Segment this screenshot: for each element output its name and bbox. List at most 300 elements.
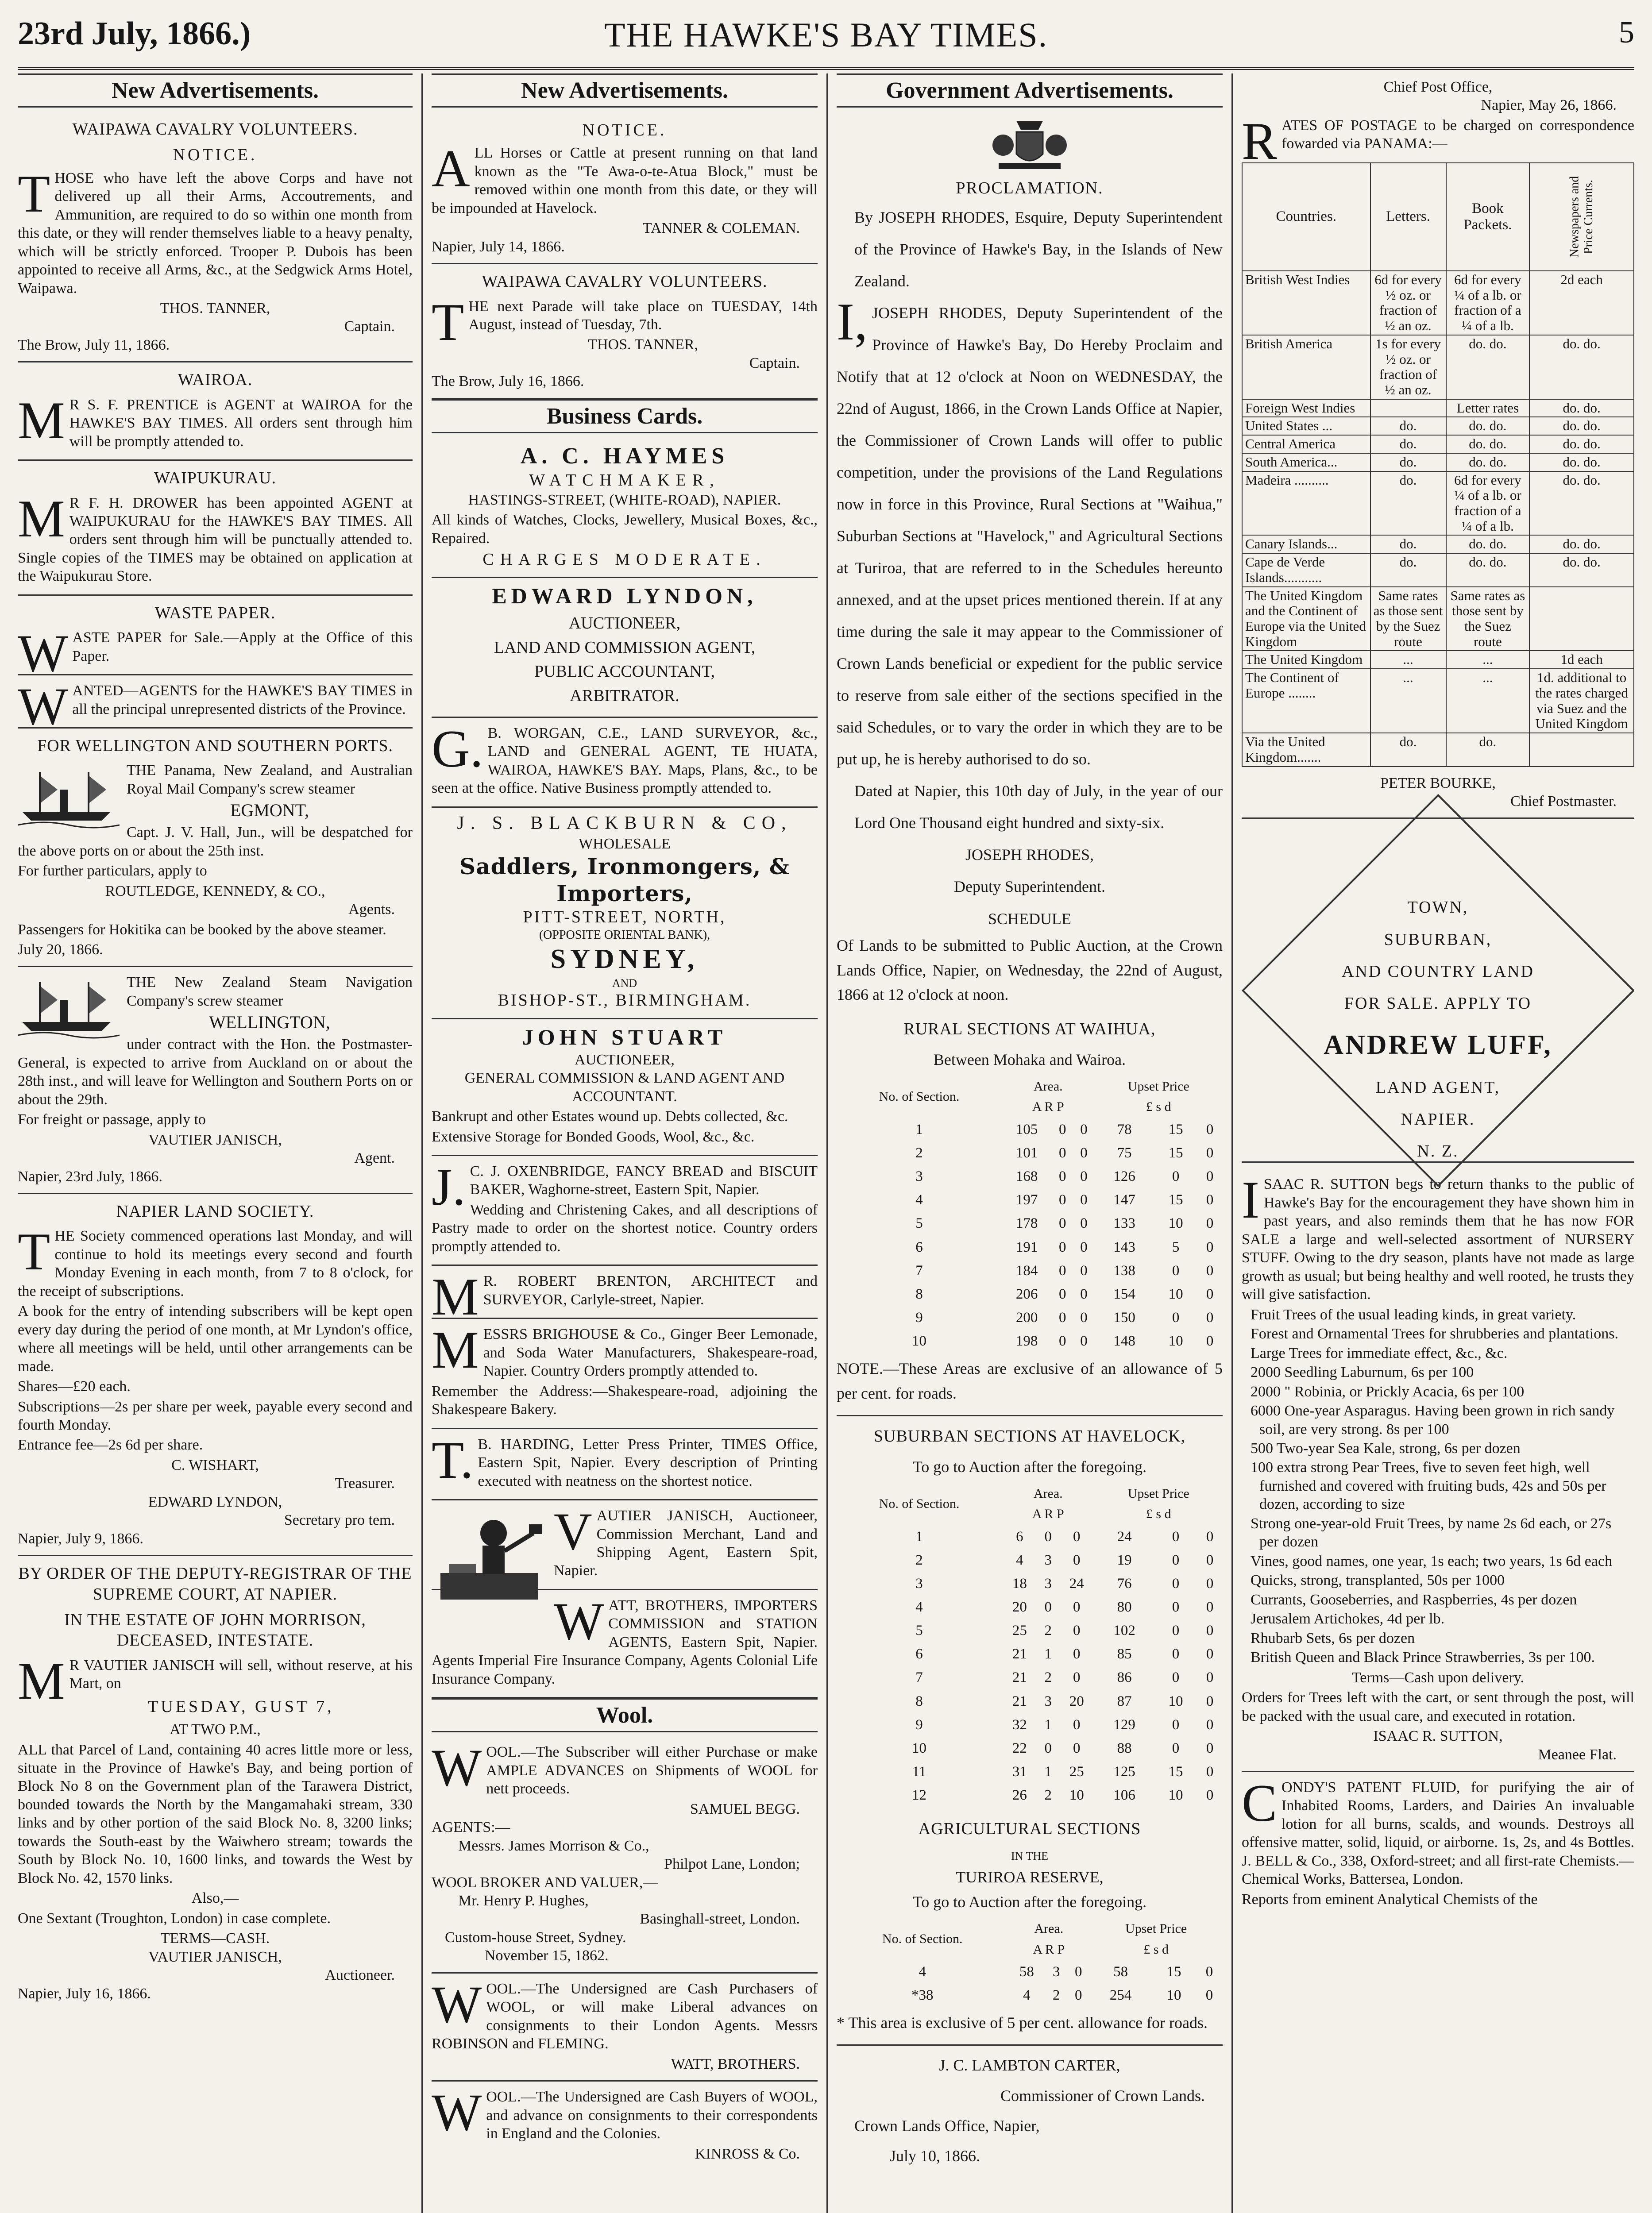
table-row: [1242, 669, 1634, 733]
table-cell: 0: [1206, 1121, 1214, 1137]
table-cell: 15: [1168, 1763, 1183, 1780]
column-1: [18, 73, 423, 2213]
sale-time: AT TWO P.M.,: [170, 1721, 261, 1738]
signature-role: Captain.: [749, 355, 800, 371]
suburban-table: [837, 1483, 1223, 1808]
signature: THOS. TANNER,: [588, 336, 699, 353]
ad-title: WAIPAWA CAVALRY VOLUNTEERS.: [482, 272, 768, 291]
ad-body-2: Capt. J. V. Hall, Jun., will be despatched for the above ports on or about the 25th inst.: [18, 824, 413, 859]
table-cell: South America...: [1242, 453, 1370, 471]
card-charges: CHARGES MODERATE.: [482, 550, 767, 569]
card-body: WATT, BROTHERS, IMPORTERS COMMISSION and STATION AGENTS, Eastern Spit, Napier. Agents Imperial Fire Insurance Company, Agents Colonial Life Insurance Company.: [432, 1591, 818, 1687]
ad-title: FOR WELLINGTON AND SOUTHERN PORTS.: [37, 736, 394, 756]
table-cell: 20: [1069, 1693, 1084, 1709]
issue-date: 23rd July, 1866.): [18, 15, 251, 52]
table-cell: 21: [1012, 1693, 1027, 1709]
list-item: Forest and Ornamental Trees for shrubberies and plantations.: [1251, 1326, 1618, 1342]
list-item: Jerusalem Artichokes, 4d per lb.: [1251, 1611, 1445, 1627]
ad-subtitle: NOTICE.: [173, 146, 258, 165]
ad-date: The Brow, July 11, 1866.: [18, 336, 170, 353]
card-lyndon: [432, 578, 818, 717]
table-cell: 0: [1206, 1716, 1214, 1733]
col-header-upset: Upset Price £ s d: [1127, 1486, 1189, 1522]
suburban-subtitle: To go to Auction after the foregoing.: [912, 1457, 1147, 1476]
col-header-upset: Upset Price £ s d: [1125, 1921, 1187, 1957]
card-line: AUCTIONEER,: [568, 614, 681, 633]
table-cell: 11: [912, 1763, 926, 1780]
ad-steam-navigation: [18, 967, 413, 1194]
rural-note: NOTE.—These Areas are exclusive of an allowance of 5 per cent. for roads.: [837, 1360, 1223, 1403]
table-cell: British West Indies: [1242, 271, 1370, 335]
table-cell: 184: [1015, 1262, 1038, 1279]
signature: ISAAC R. SUTTON,: [1373, 1728, 1503, 1745]
table-cell: do.: [1370, 553, 1446, 586]
table-cell: 2: [915, 1552, 923, 1568]
card-worgan: [432, 718, 818, 808]
table-cell: do.: [1370, 453, 1446, 471]
table-cell: do.: [1370, 733, 1446, 766]
card-line: PITT-STREET, NORTH,: [523, 908, 726, 927]
table-cell: 198: [1015, 1333, 1038, 1349]
ad-condys-fluid: [1242, 1772, 1634, 1917]
card-stuart: [432, 1019, 818, 1156]
table-cell: 19: [1117, 1552, 1132, 1568]
table-cell: 4: [915, 1192, 923, 1208]
diamond-line: LAND AGENT,: [1375, 1078, 1501, 1097]
steamship-icon: [18, 763, 120, 829]
andrew-luff-ad: [1242, 825, 1634, 1163]
ad-body: CONDY'S PATENT FLUID, for purifying the air of Inhabited Rooms, Larders, and Dairies An invaluable lotion for all burns, scalds, and wounds. Destroys all offensive matter, solid, liquid, or airborne. 1s, 2s, and 4s Bottles. J. BELL & Co., 338, Oxford-street; and all first-rate Chemists.—Chemical Works, Battersea, London.: [1242, 1773, 1634, 1888]
table-cell: 0: [1206, 1740, 1214, 1756]
table-cell: 80: [1117, 1599, 1132, 1615]
table-cell: 8: [915, 1693, 923, 1709]
table-cell: 58: [1113, 1964, 1128, 1980]
signature: SAMUEL BEGG.: [690, 1800, 800, 1817]
table-cell: 0: [1080, 1310, 1088, 1326]
table-cell: 0: [1059, 1310, 1066, 1326]
table-cell: do. do.: [1529, 471, 1634, 536]
table-cell: 0: [1080, 1215, 1088, 1232]
diamond-text: [1242, 891, 1634, 1167]
ad-body: WOOL.—The Subscriber will either Purchase or make AMPLE ADVANCES on Shipments of WOOL for nett proceeds.: [432, 1738, 818, 1797]
postage-col-header: Letters.: [1370, 163, 1446, 271]
card-body: All kinds of Watches, Clocks, Jewellery, Musical Boxes, &c., Repaired.: [432, 512, 818, 547]
terms-line: Terms—Cash upon delivery.: [1351, 1669, 1525, 1686]
diamond-line: N. Z.: [1417, 1142, 1459, 1161]
card-line: AUCTIONEER,: [575, 1051, 675, 1068]
orders-line: Orders for Trees left with the cart, or sent through the post, will be packed with the usual care, and executed in rotation.: [1242, 1689, 1634, 1724]
table-cell: 2: [915, 1145, 923, 1161]
table-cell: 0: [1206, 1787, 1214, 1804]
also-line: Also,—: [191, 1890, 239, 1907]
table-cell: 150: [1113, 1310, 1135, 1326]
diamond-line: FOR SALE. APPLY TO: [1344, 994, 1532, 1013]
postage-table: [1242, 162, 1634, 767]
table-cell: 1: [915, 1121, 923, 1137]
ad-title: NOTICE.: [582, 121, 667, 139]
table-cell: ...: [1370, 651, 1446, 669]
table-row: [1242, 553, 1634, 586]
table-row: [1242, 535, 1634, 553]
table-cell: 0: [1206, 1286, 1214, 1302]
apply-line: For freight or passage, apply to: [18, 1111, 206, 1128]
rural-subtitle: Between Mohaka and Wairoa.: [933, 1051, 1126, 1069]
table-cell: 254: [1109, 1987, 1132, 2004]
signature-role: Commissioner of Crown Lands.: [1000, 2086, 1205, 2105]
ad-body: ISAAC R. SUTTON begs to return thanks to the public of Hawke's Bay for the encouragement they have shown him in past years, and also reminds them that he has now FOR SALE a large and well-selected assortment of NURSERY STUFF. Owing to the dry season, plants have not made as large growth as usual; but being healthy and well rooted, he trusts they will give satisfaction.: [1242, 1170, 1634, 1303]
card-body-2: Wedding and Christening Cakes, and all descriptions of Pastry made to order on the shortest notice. Country orders promptly attended to.: [432, 1201, 818, 1255]
table-cell: 0: [1073, 1740, 1081, 1756]
table-cell: 133: [1113, 1215, 1135, 1232]
nursery-items-list: [1242, 1306, 1634, 1667]
table-cell: 206: [1015, 1286, 1038, 1302]
table-cell: 4: [915, 1599, 923, 1615]
ad-note: Passengers for Hokitika can be booked by the above steamer.: [18, 921, 386, 938]
signature: C. WISHART,: [171, 1457, 259, 1473]
ad-waste-paper: [18, 596, 413, 683]
table-cell: 0: [1206, 1599, 1214, 1615]
estate-title: IN THE ESTATE OF JOHN MORRISON, DECEASED, INTESTATE.: [64, 1611, 366, 1650]
table-cell: 0: [1080, 1192, 1088, 1208]
ad-title: NAPIER LAND SOCIETY.: [116, 1202, 314, 1221]
table-row: [1242, 435, 1634, 453]
table-cell: Madeira ..........: [1242, 471, 1370, 536]
table-cell: 10: [1168, 1333, 1183, 1349]
card-body: J.C. J. OXENBRIDGE, FANCY BREAD and BISCUIT BAKER, Waghorne-street, Eastern Spit, Napier.: [432, 1157, 818, 1217]
table-row: [837, 1549, 1223, 1572]
table-cell: 125: [1113, 1763, 1135, 1780]
card-name: J. S. BLACKBURN & CO,: [457, 813, 792, 833]
table-cell: 31: [1012, 1763, 1027, 1780]
table-cell: The Continent of Europe ........: [1242, 669, 1370, 733]
card-line: Saddlers, Ironmongers, & Importers,: [459, 853, 790, 907]
ad-sutton-nursery: [1242, 1169, 1634, 1772]
ad-date: The Brow, July 16, 1866.: [432, 373, 584, 390]
ship-name: EGMONT,: [230, 800, 309, 821]
table-row: [837, 1525, 1223, 1549]
card-body-2: Remember the Address:—Shakespeare-road, adjoining the Shakespeare Bakery.: [432, 1383, 818, 1418]
card-body: Bankrupt and other Estates wound up. Debts collected, &c.: [432, 1108, 788, 1125]
table-cell: 0: [1073, 1552, 1081, 1568]
diamond-line: TOWN,: [1407, 898, 1469, 917]
table-cell: 10: [1168, 1787, 1183, 1804]
suburban-title: SUBURBAN SECTIONS AT HAVELOCK,: [873, 1426, 1186, 1446]
agricultural-subtitle: To go to Auction after the foregoing.: [912, 1893, 1147, 1911]
table-cell: British America: [1242, 335, 1370, 399]
card-haymes: [432, 438, 818, 578]
table-cell: 0: [1075, 1964, 1082, 1980]
table-cell: 0: [1172, 1740, 1180, 1756]
agricultural-title: AGRICULTURAL SECTIONS: [918, 1820, 1141, 1839]
table-cell: 1: [1044, 1716, 1052, 1733]
page-number: 5: [1619, 15, 1634, 50]
table-cell: 21: [1012, 1646, 1027, 1662]
table-cell: The United Kingdom: [1242, 651, 1370, 669]
table-row: [1242, 471, 1634, 536]
list-item: 2000 " Robinia, or Prickly Acacia, 6s per 100: [1251, 1383, 1525, 1400]
table-cell: do.: [1446, 733, 1530, 766]
ad-land-society: [18, 1194, 413, 1556]
table-cell: 0: [1073, 1716, 1081, 1733]
table-cell: Cape de Verde Islands...........: [1242, 553, 1370, 586]
card-line: GENERAL COMMISSION & LAND AGENT AND ACCOUNTANT.: [464, 1070, 785, 1105]
section-heading: New Advertisements.: [18, 73, 413, 108]
list-item: British Queen and Black Prince Strawberries, 3s per 100.: [1251, 1649, 1595, 1666]
table-cell: 0: [1206, 1693, 1214, 1709]
table-cell: 88: [1117, 1740, 1132, 1756]
col-header-section: No. of Section.: [879, 1496, 960, 1511]
table-cell: 0: [1172, 1599, 1180, 1615]
table-cell: 0: [1206, 1168, 1214, 1185]
proclamation-by: By JOSEPH RHODES, Esquire, Deputy Superintendent of the Province of Hawke's Bay, in the Islands of New Zealand.: [854, 208, 1223, 290]
table-cell: 5: [915, 1215, 923, 1232]
signature: VAUTIER JANISCH,: [148, 1948, 282, 1965]
card-blackburn: [432, 808, 818, 1019]
ad-body-2: under contract with the Hon. the Postmaster-General, is expected to arrive from Auckland on or about the 28th inst., and will leave for Wellington and Southern Ports on or about the 29th.: [18, 1036, 413, 1108]
list-item: 100 extra strong Pear Trees, five to seven feet high, well furnished and covered with fruiting buds, 42s and 50s per dozen, according to size: [1251, 1459, 1606, 1513]
table-cell: 87: [1117, 1693, 1132, 1709]
table-cell: 5: [915, 1623, 923, 1639]
table-row: [1242, 271, 1634, 335]
column-4: [1233, 73, 1634, 2213]
ad-body-2: A book for the entry of intending subscribers will be kept open every day during the period of one month, at Mr Lyndon's office, where all meetings will be held, until other arrangements can be made.: [18, 1303, 413, 1375]
table-cell: 4: [919, 1964, 926, 1980]
table-cell: 0: [1206, 1262, 1214, 1279]
list-item: Quicks, strong, transplanted, 50s per 1000: [1251, 1572, 1505, 1589]
card-name: EDWARD LYNDON,: [492, 583, 757, 609]
diamond-line: SUBURBAN,: [1384, 930, 1492, 949]
table-cell: [1529, 733, 1634, 766]
postage-rates: [1242, 73, 1634, 819]
table-cell: Central America: [1242, 435, 1370, 453]
ad-body: ALL Horses or Cattle at present running on that land known as the "Te Awa-o-te-Atua Block," must be removed within one month from this date, or they will be impounded at Havelock.: [432, 139, 818, 216]
table-cell: 26: [1012, 1787, 1027, 1804]
table-cell: 86: [1117, 1669, 1132, 1686]
table-cell: 6: [915, 1239, 923, 1255]
diamond-line: AND COUNTRY LAND: [1341, 962, 1535, 981]
table-cell: 102: [1113, 1623, 1135, 1639]
agricultural-in: IN THE: [1011, 1850, 1048, 1863]
agent-line: November 15, 1862.: [485, 1947, 609, 1964]
table-cell: 0: [1059, 1215, 1066, 1232]
table-cell: 0: [1080, 1239, 1088, 1255]
table-cell: 191: [1015, 1239, 1038, 1255]
col-header-section: No. of Section.: [882, 1932, 963, 1947]
card-line: SYDNEY,: [550, 944, 699, 974]
column-3: [828, 73, 1233, 2213]
table-cell: 76: [1117, 1575, 1132, 1592]
table-cell: 147: [1113, 1192, 1135, 1208]
table-cell: 106: [1113, 1787, 1135, 1804]
ad-title: BY ORDER OF THE DEPUTY-REGISTRAR OF THE SUPREME COURT, AT NAPIER.: [18, 1564, 412, 1604]
table-row: [837, 1141, 1223, 1165]
table-cell: 12: [912, 1787, 927, 1804]
subscriptions-line: Subscriptions—2s per share per week, payable every second and fourth Monday.: [18, 1398, 413, 1434]
column-2: [423, 73, 828, 2213]
col-header-area: Area. A R P: [1033, 1921, 1065, 1957]
ad-body: WANTED—AGENTS for the HAWKE'S BAY TIMES in all the principal unrepresented districts of the Province.: [18, 677, 413, 736]
table-cell: 148: [1113, 1333, 1135, 1349]
signature-role: Chief Postmaster.: [1510, 793, 1617, 810]
table-cell: 0: [1172, 1669, 1180, 1686]
table-cell: 25: [1069, 1763, 1084, 1780]
table-cell: 0: [1073, 1623, 1081, 1639]
table-cell: 78: [1117, 1121, 1132, 1137]
rural-table: [837, 1076, 1223, 1353]
list-item: Large Trees for immediate effect, &c., &c.: [1251, 1345, 1508, 1361]
table-cell: 0: [1080, 1286, 1088, 1302]
table-cell: ...: [1446, 651, 1530, 669]
signature-role: Auctioneer.: [325, 1967, 395, 1984]
table-cell: 0: [1206, 1215, 1214, 1232]
table-row: [837, 1306, 1223, 1330]
masthead: [18, 9, 1634, 70]
ad-body: THE Society commenced operations last Monday, and will continue to hold its meetings every second and fourth Monday Evening in each month, from 7 to 8 o'clock, for the receipt of subscriptions.: [18, 1222, 413, 1299]
table-cell: 1: [1044, 1763, 1052, 1780]
ad-wairoa: [18, 362, 413, 461]
table-cell: ...: [1370, 669, 1446, 733]
table-cell: 4: [1016, 1552, 1023, 1568]
table-row: [837, 1960, 1223, 1984]
columns: [18, 70, 1634, 2213]
table-cell: Same rates as those sent by the Suez route: [1370, 587, 1446, 651]
section-heading: Government Advertisements.: [837, 73, 1223, 108]
postage-col-header: Countries.: [1242, 163, 1370, 271]
schedule: [837, 902, 1223, 1416]
table-row: [837, 1713, 1223, 1737]
proclamation-dated: Dated at Napier, this 10th day of July, in the year of our Lord One Thousand eight hundred and sixty-six.: [854, 782, 1223, 832]
table-cell: 5: [1172, 1239, 1180, 1255]
table-cell: 0: [1172, 1646, 1180, 1662]
ad-body: WASTE PAPER for Sale.—Apply at the Office of this Paper.: [18, 624, 413, 683]
ad-wellington-ports: [18, 729, 413, 967]
table-cell: 3: [1044, 1552, 1052, 1568]
agricultural-note: * This area is exclusive of 5 per cent. allowance for roads.: [837, 2014, 1208, 2032]
ad-body: WOOL.—The Undersigned are Cash Buyers of WOOL, and advance on consignments to their correspondents in England and the Colonies.: [432, 2083, 818, 2142]
signature: THOS. TANNER,: [160, 300, 270, 316]
table-row: [1242, 399, 1634, 417]
table-cell: 0: [1206, 1239, 1214, 1255]
table-cell: 168: [1015, 1168, 1038, 1185]
table-cell: 2: [1044, 1669, 1052, 1686]
section-heading: Wool.: [432, 1698, 818, 1732]
table-cell: [1529, 587, 1634, 651]
table-cell: The United Kingdom and the Continent of Europe via the United Kingdom: [1242, 587, 1370, 651]
table-row: [837, 1666, 1223, 1689]
table-cell: do.: [1370, 435, 1446, 453]
agent-line: Custom-house Street, Sydney.: [445, 1929, 626, 1946]
ad-body: THE New Zealand Steam Navigation Company's screw steamer: [127, 974, 413, 1009]
table-cell: 6: [915, 1646, 923, 1662]
auctioneer-woodcut-icon: [432, 1507, 547, 1613]
table-cell: 0: [1206, 1763, 1214, 1780]
ad-body: THE Panama, New Zealand, and Australian Royal Mail Company's screw steamer: [127, 762, 413, 797]
table-cell: 0: [1080, 1121, 1088, 1137]
table-cell: 178: [1015, 1215, 1038, 1232]
ad-wool-begg: [432, 1737, 818, 1974]
table-cell: Letter rates: [1446, 399, 1530, 417]
agent-line: Mr. Henry P. Hughes,: [458, 1893, 589, 1909]
agents-heading: AGENTS:—: [432, 1819, 510, 1836]
table-cell: 0: [1206, 1528, 1214, 1545]
list-item: Fruit Trees of the usual leading kinds, in great variety.: [1251, 1306, 1576, 1323]
table-cell: 0: [1059, 1145, 1066, 1161]
table-cell: 1d. additional to the rates charged via Suez and the United Kingdom: [1529, 669, 1634, 733]
list-item: Strong one-year-old Fruit Trees, by name 2s 6d each, or 27s per dozen: [1251, 1515, 1612, 1550]
table-cell: 15: [1168, 1192, 1183, 1208]
table-cell: 126: [1113, 1168, 1135, 1185]
table-cell: do.: [1370, 417, 1446, 435]
table-cell: 10: [1166, 1987, 1181, 2004]
table-cell: 9: [915, 1716, 923, 1733]
ad-body: THE next Parade will take place on TUESDAY, 14th August, instead of Tuesday, 7th.: [432, 292, 818, 351]
ad-wool-kinross: [432, 2082, 818, 2170]
table-cell: 0: [1172, 1575, 1180, 1592]
card-body: T.B. HARDING, Letter Press Printer, TIMES Office, Eastern Spit, Napier. Every description of Printing executed with neatness on the shortest notice.: [432, 1430, 818, 1489]
table-row: [1242, 651, 1634, 669]
agent-role: Agent.: [354, 1150, 395, 1167]
list-item: Currants, Gooseberries, and Raspberries, 4s per dozen: [1251, 1591, 1577, 1608]
table-cell: Same rates as those sent by the Suez route: [1446, 587, 1530, 651]
table-cell: 0: [1172, 1716, 1180, 1733]
ad-date: July 20, 1866.: [18, 941, 103, 958]
ad-body: THOSE who have left the above Corps and have not delivered up all their Arms, Accoutrements, and Ammunition, are required to do so within one month from this date, or they will render themselves liable to a heavy penalty, which will be strictly enforced. Trooper P. Dubois has been appointed to receive all Arms, &c., at the Sedgwick Arms Hotel, Waipawa.: [18, 164, 413, 297]
table-cell: do. do.: [1446, 435, 1530, 453]
table-cell: 3: [1044, 1575, 1052, 1592]
table-cell: 0: [1172, 1262, 1180, 1279]
card-body-2: Extensive Storage for Bonded Goods, Wool, &c., &c.: [432, 1128, 755, 1145]
table-cell: 0: [1075, 1987, 1082, 2004]
section-heading: Business Cards.: [432, 399, 818, 433]
table-row: [837, 1619, 1223, 1642]
royal-crest-icon: [985, 112, 1074, 174]
table-cell: 7: [915, 1262, 923, 1279]
proclamation-body: I,JOSEPH RHODES, Deputy Superintendent of the Province of Hawke's Bay, Do Hereby Proclaim and Notify that at 12 o'clock at Noon on WEDNESDAY, the 22nd of August, 1866, in the Crown Lands Office at Napier, the Commissioner of Crown Lands will offer to public competition, under the provisions of the Land Regulations now in force in this Province, Rural Sections at "Waihua," Suburban Sections at "Havelock," and Agricultural Sections at Turiroa, that are referred to in the Schedules hereunto annexed, and at the upset prices mentioned therein. If at any time during the sale it may appear to the Commissioner of Crown Lands beneficial or expedient for the public service to reserve from sale either of the sections specified in the said Schedules, or to vary the order in which they are to be put up, he is hereby authorised to do so.: [837, 292, 1223, 768]
table-cell: 3: [1053, 1964, 1060, 1980]
card-line: LAND AND COMMISSION AGENT,: [494, 638, 756, 657]
table-cell: 0: [1073, 1599, 1081, 1615]
table-cell: 0: [1172, 1310, 1180, 1326]
table-cell: 20: [1012, 1599, 1027, 1615]
table-row: [1242, 587, 1634, 651]
table-cell: do. do.: [1529, 435, 1634, 453]
table-cell: 0: [1059, 1121, 1066, 1137]
agent-role: Agents.: [348, 901, 395, 918]
table-cell: 10: [912, 1740, 927, 1756]
ad-title: WAIPAWA CAVALRY VOLUNTEERS.: [72, 120, 358, 139]
table-cell: 1: [915, 1528, 923, 1545]
table-cell: 0: [1206, 1552, 1214, 1568]
list-item: 6000 One-year Asparagus. Having been grown in rich sandy soil, are very strong. 8s per 100: [1251, 1403, 1615, 1438]
table-cell: *38: [911, 1987, 934, 2004]
list-item: 500 Two-year Sea Kale, strong, 6s per dozen: [1251, 1440, 1521, 1457]
schedule-body: Of Lands to be submitted to Public Auction, at the Crown Lands Office, Napier, on Wednesday, the 22nd of August, 1866 at 12 o'clock at noon.: [837, 936, 1223, 1004]
table-row: [1242, 733, 1634, 766]
suburban-schedule: [837, 1416, 1223, 2046]
table-cell: 0: [1044, 1740, 1052, 1756]
signature: JOSEPH RHODES,: [965, 846, 1094, 864]
table-cell: 24: [1117, 1528, 1132, 1545]
col-header-area: Area. A R P: [1032, 1486, 1064, 1522]
section-heading: New Advertisements.: [432, 73, 818, 108]
ad-title: WAIROA.: [178, 370, 253, 389]
table-cell: do. do.: [1446, 535, 1530, 553]
card-harding: [432, 1429, 818, 1500]
table-cell: 3: [915, 1575, 923, 1592]
signature: KINROSS & Co.: [695, 2145, 800, 2162]
card-brighouse: [432, 1319, 818, 1429]
card-address: HASTINGS-STREET, (WHITE-ROAD), NAPIER.: [468, 491, 781, 508]
